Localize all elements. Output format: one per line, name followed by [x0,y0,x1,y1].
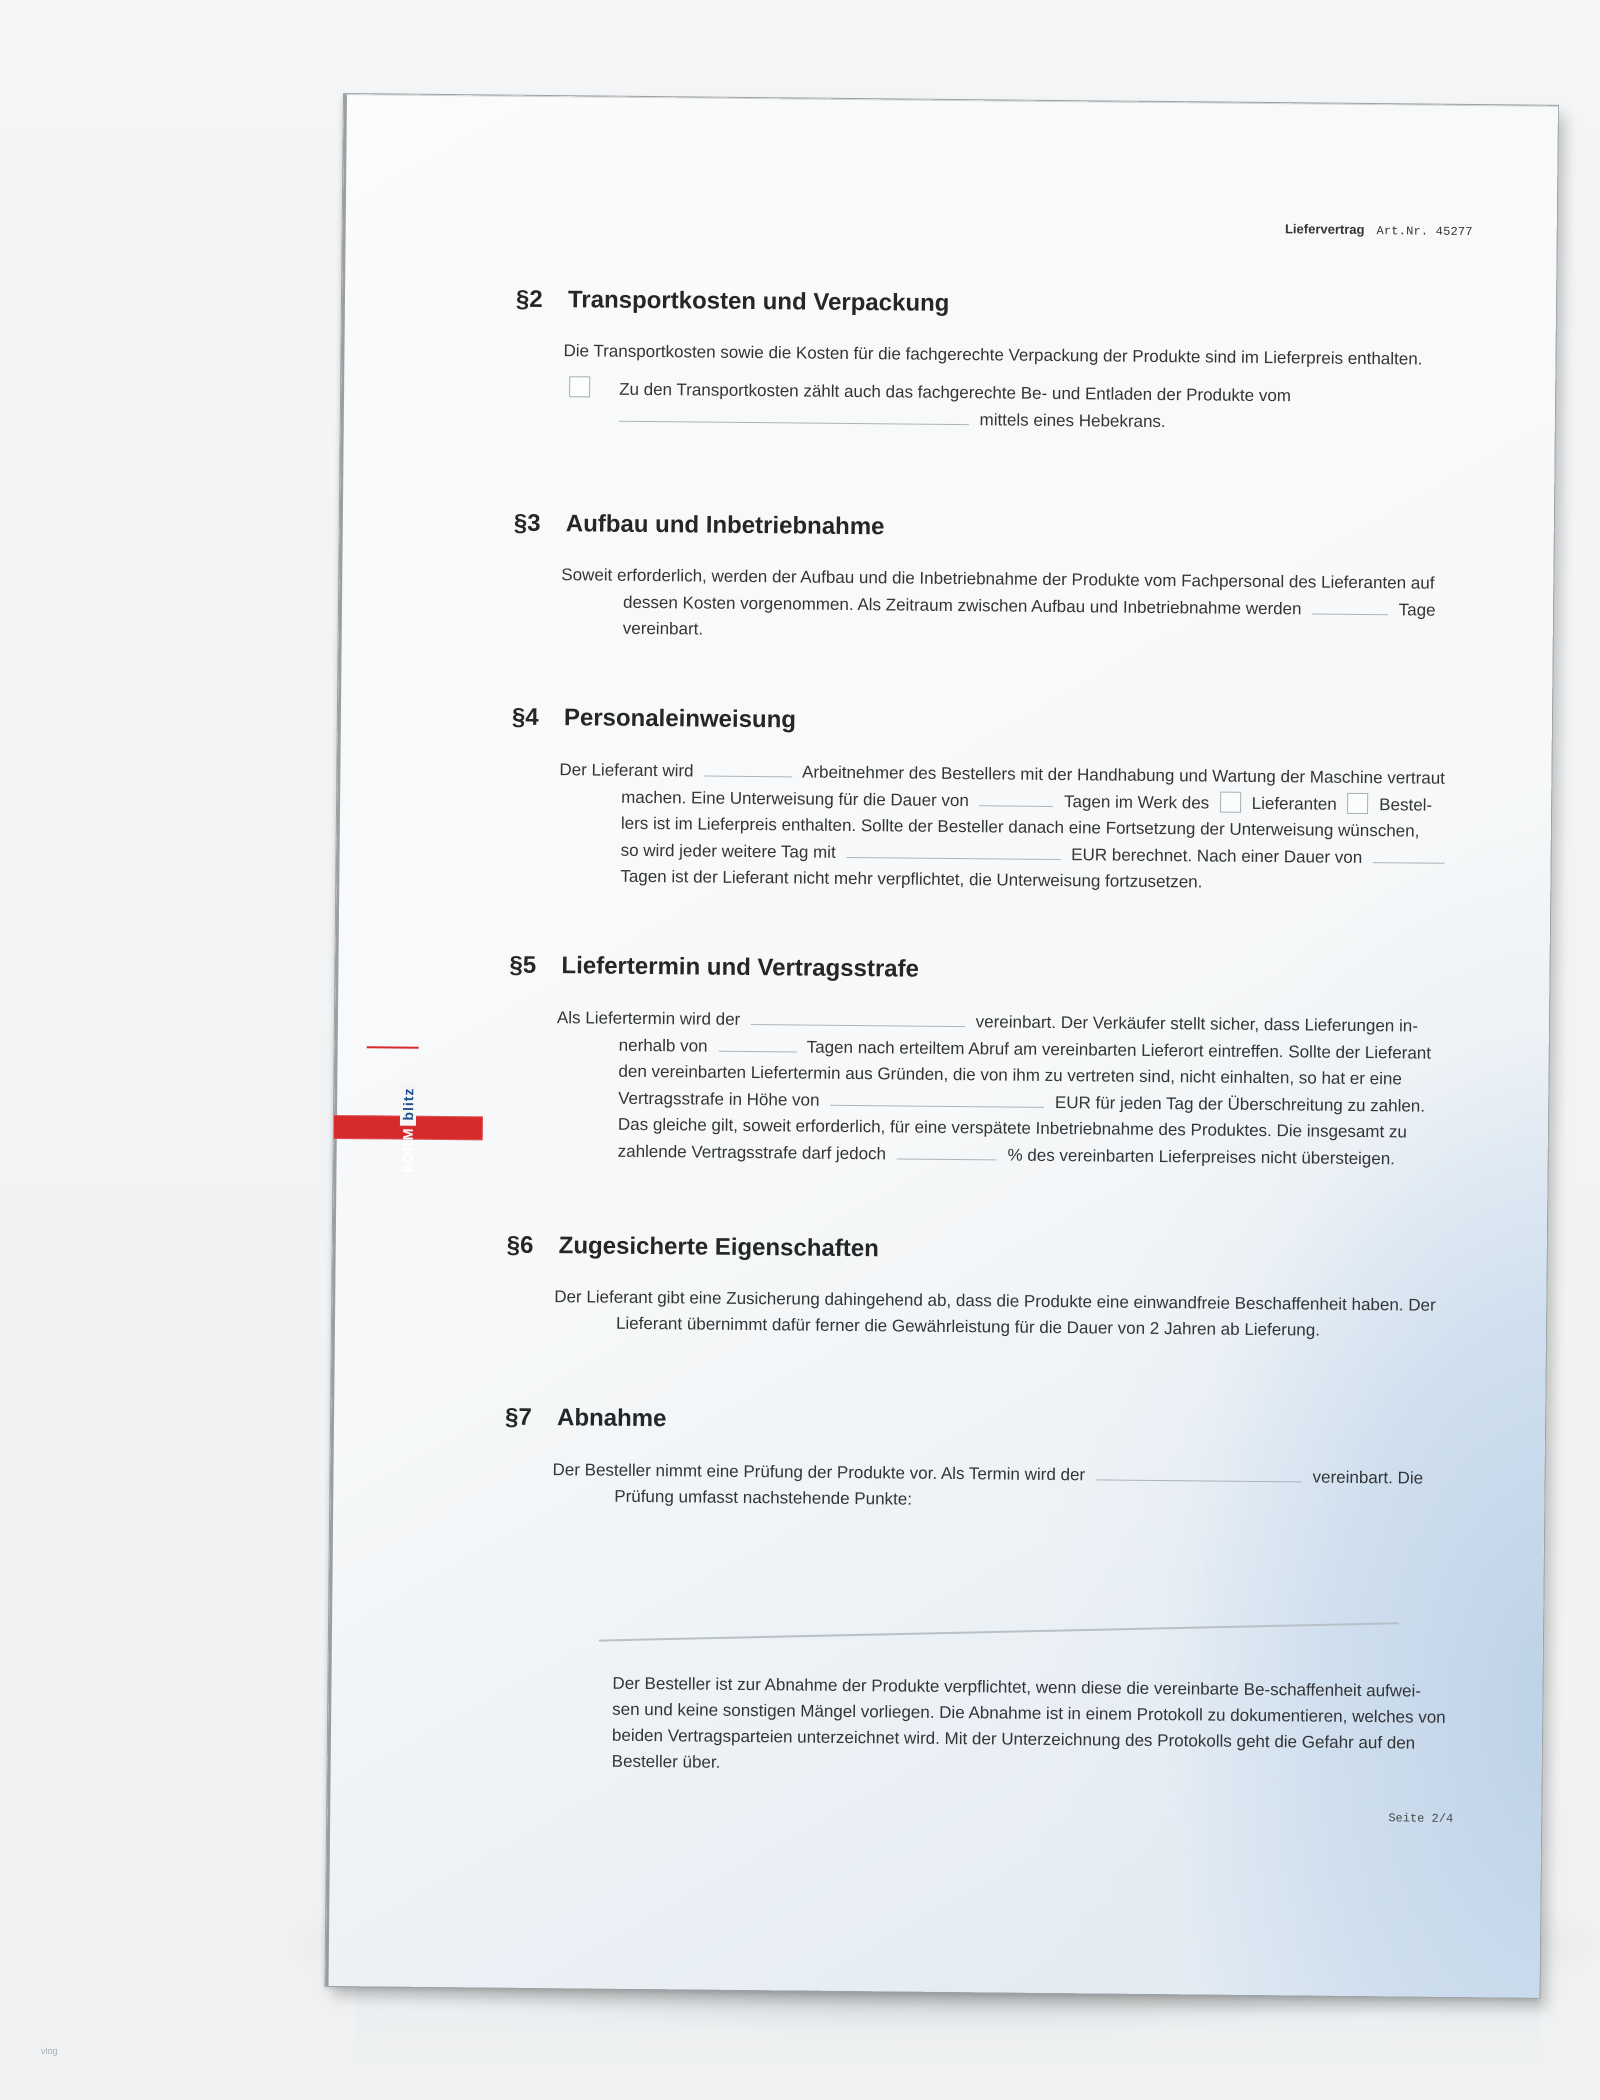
section-3-paragraph [561,562,1447,650]
logo-form-text: FORM [399,1127,416,1173]
section-6-number: §6 [506,1231,534,1259]
section-4-title: Personaleinweisung [563,704,797,734]
section-6 [506,1232,1440,1345]
section-2-number: §2 [515,285,543,313]
section-5-number: §5 [509,951,537,979]
formblitz-logo [333,1087,483,1173]
section-4-line-3-text-b: ist im Lieferpreis enthalten. Sollte der Besteller danach eine Fortsetzung der Unterweisung wünschen, [652,814,1420,841]
section-2 [515,286,1449,438]
section-7-line-2: Prüfung umfasst nachstehende Punkte: [614,1486,913,1509]
section-3-heading [514,510,1447,547]
article-number: Art.Nr. 45277 [1376,224,1473,240]
section-3-line-2-text: dessen Kosten vorgenommen. Als Zeitraum zwischen Aufbau und Inbetriebnahme werden [622,592,1302,619]
section-4-line-2-text-a: machen. Eine Unterweisung für die Dauer von [621,787,969,811]
section-4-number: §4 [511,703,539,731]
logo-blitz-text: blitz [400,1082,416,1125]
section-7-heading [505,1404,1438,1441]
transport-option-text [619,377,1448,438]
section-3-days-label: Tage [1398,600,1436,620]
instruction-days-field[interactable] [980,787,1054,807]
section-7-number: §7 [504,1403,532,1431]
delivery-days-field[interactable] [718,1033,796,1053]
section-5-line-4-text-b: EUR für jeden Tag der Überschreitung zu zahlen. [1054,1092,1426,1116]
section-3 [513,510,1447,650]
section-4-paragraph [558,756,1444,898]
penalty-percent-field[interactable] [897,1140,997,1160]
section-5 [508,952,1443,1173]
section-2-title: Transportkosten und Verpackung [567,286,950,317]
section-5-heading [509,952,1442,989]
logo-accent-line [367,1046,419,1049]
document-title: Liefervertrag [1284,221,1365,237]
transport-option-text-1: Zu den Transportkosten zählt auch das fachgerechte Be- und Entladen der Produkte vom [619,379,1292,406]
supplier-site-label: Lieferanten [1251,793,1337,814]
section-5-title: Liefertermin und Vertragsstrafe [561,952,920,983]
section-4-heading [512,704,1445,741]
document-header [1285,221,1473,239]
section-6-line-1: Der Lieferant gibt eine Zusicherung dahingehend ab, dass die Produkte eine einwandfreie Beschaffenheit haben. Der [554,1287,1436,1315]
section-5-line-1-text-a: Als Liefertermin wird der [556,1008,741,1029]
section-7-paragraph [552,1456,1437,1518]
section-3-title: Aufbau und Inbetriebnahme [565,510,885,541]
section-5-line-3: den vereinbarten Liefertermin aus Gründen, die von ihm zu vertreten sind, nicht einhalten, so hat er eine [618,1061,1402,1089]
section-5-line-2-text-b: Tagen nach erteiltem Abruf am vereinbarten Lieferort eintreffen. Sollte der Lieferant [806,1037,1432,1063]
section-6-title: Zugesicherte Eigenschaften [558,1232,879,1263]
delivery-date-field[interactable] [751,1006,965,1027]
section-5-line-1-text-b: vereinbart. Der Verkäufer stellt sicher, dass Lieferungen in- [975,1012,1419,1036]
buyer-site-checkbox[interactable] [1347,793,1368,814]
unloading-location-field[interactable] [619,403,969,425]
watermark-text: vlog [41,2046,58,2056]
inspection-points-field[interactable] [599,1621,1399,1641]
buyer-site-label: Bestel- [1379,795,1433,815]
section-6-heading [507,1232,1440,1269]
transport-option [563,376,1448,438]
penalty-amount-field[interactable] [830,1087,1044,1108]
section-5-line-6-text-b: % des vereinbarten Lieferpreises nicht übersteigen. [1007,1145,1396,1169]
transport-option-checkbox[interactable] [569,376,590,397]
acceptance-line-2: sen und keine sonstigen Mängel vorliegen. Die Abnahme ist in einem Protokoll zu dokumentieren, welches von [612,1699,1446,1727]
section-7-line-1-text-b: vereinbart. Die [1312,1467,1424,1488]
section-5-paragraph [556,1004,1443,1173]
section-3-line-1: Soweit erforderlich, werden der Aufbau und die Inbetriebnahme der Produkte vom Fachpersonal des Lieferanten auf [561,565,1435,593]
section-2-paragraph: Die Transportkosten sowie die Kosten für die fachgerechte Verpackung der Produkte sind im Lieferpreis enthalten. [563,341,1423,369]
installation-days-field[interactable] [1312,595,1388,615]
section-4-line-1-text-a: Der Lieferant wird [559,760,694,781]
additional-day-rate-field[interactable] [846,839,1060,860]
section-5-line-5: Das gleiche gilt, soweit erforderlich, für eine verspätete Inbetriebnahme des Produktes. Die insgesamt zu [617,1114,1408,1142]
section-4 [510,704,1445,898]
instruction-duration-field[interactable] [1373,844,1445,864]
section-4-line-4-text-b: EUR berechnet. Nach einer Dauer von [1071,845,1363,867]
section-4-line-4-text-a: so wird jeder weitere Tag mit [620,840,836,862]
acceptance-line-4: Besteller über. [611,1751,721,1772]
acceptance-line-1: Der Besteller ist zur Abnahme der Produkte verpflichtet, wenn diese die vereinbarte Be-schaffenheit aufwei- [612,1673,1422,1701]
section-5-line-4-text-a: Vertragsstrafe in Höhe von [618,1088,820,1110]
section-4-line-1-text-b: Arbeitnehmer des Bestellers mit der Handhabung und Wartung der Maschine vertraut [802,762,1446,788]
section-3-line-3: vereinbart. [622,618,704,639]
section-6-line-2: Lieferant übernimmt dafür ferner die Gewährleistung für die Dauer von 2 Jahren ab Lieferung. [615,1313,1321,1340]
section-7-title: Abnahme [556,1404,667,1433]
acceptance-paragraph-block [502,1670,1446,1783]
acceptance-line-3: beiden Vertragsparteien unterzeichnet wird. Mit der Unterzeichnung des Protokolls geht die Gefahr auf den [611,1725,1416,1753]
transport-option-text-2: mittels eines Hebekrans. [979,410,1166,432]
section-4-line-3-text-a: lers [620,813,649,834]
inspection-date-field[interactable] [1096,1461,1302,1482]
section-7-line-1-text-a: Der Besteller nimmt eine Prüfung der Produkte vor. Als Termin wird der [552,1460,1086,1485]
section-4-line-5: Tagen ist der Lieferant nicht mehr verpflichtet, die Unterweisung fortzusetzen. [620,866,1203,892]
section-7 [504,1404,1438,1518]
page-number: Seite 2/4 [1388,1811,1454,1826]
supplier-site-checkbox[interactable] [1220,792,1241,813]
employee-count-field[interactable] [704,758,792,778]
section-5-line-2-text-a: nerhalb von [618,1035,708,1056]
document-page [326,94,1558,1998]
section-2-heading [516,286,1449,323]
section-3-number: §3 [513,509,541,537]
section-5-line-6-text-a: zahlende Vertragsstrafe darf jedoch [617,1141,887,1164]
section-6-paragraph [554,1284,1439,1345]
section-4-line-2-text-b: Tagen im Werk des [1063,792,1210,813]
acceptance-paragraph [550,1670,1446,1783]
